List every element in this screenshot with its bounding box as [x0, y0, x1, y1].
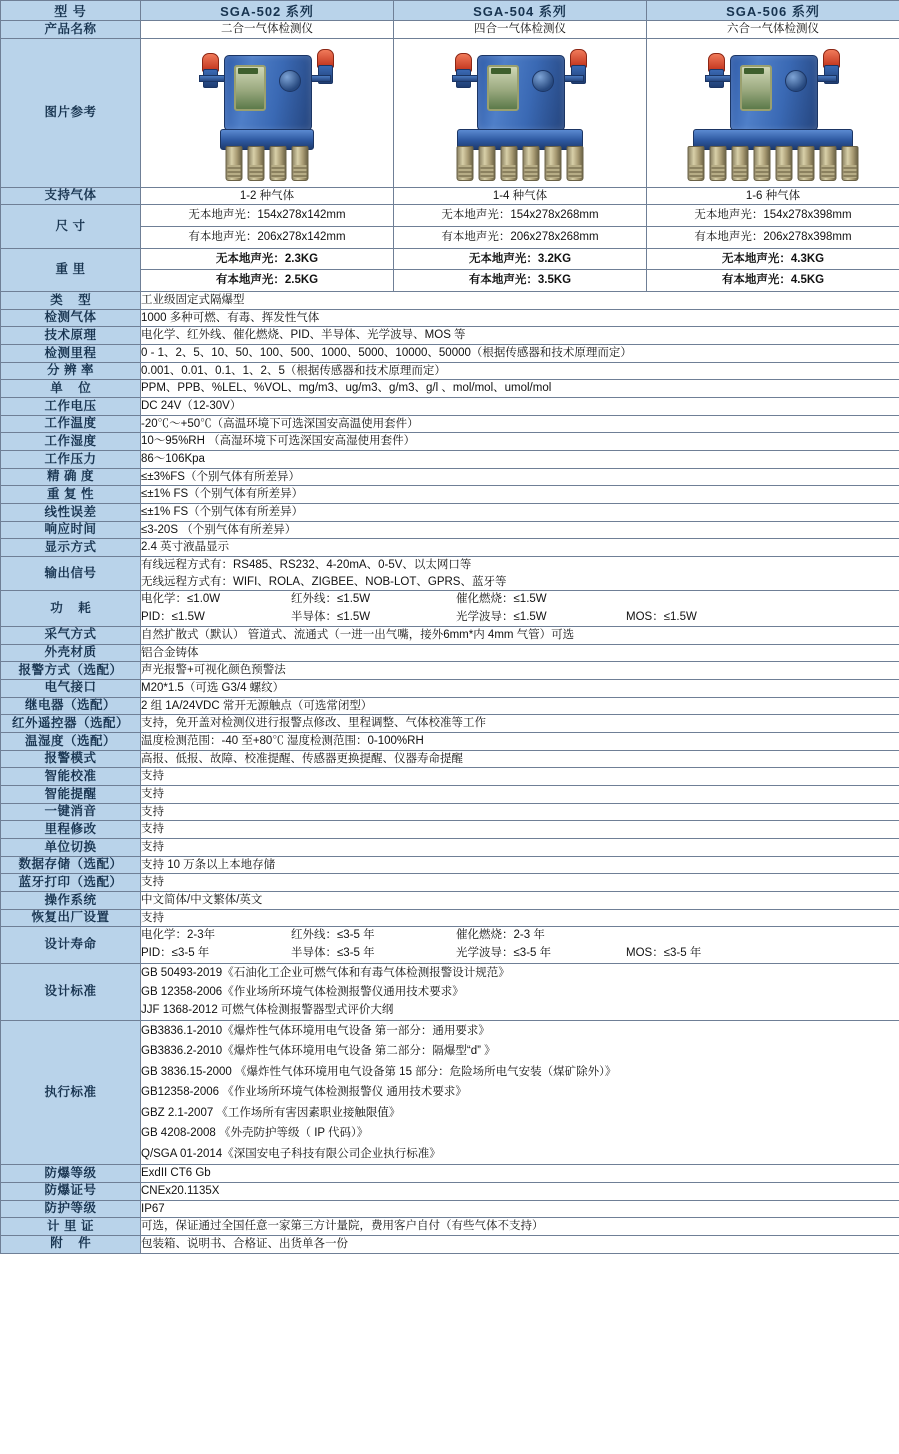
- table-row-factory-reset: [1, 909, 899, 927]
- table-row-bt-print-opt: [1, 874, 899, 892]
- row-label-accessories: 附 件: [1, 1235, 141, 1253]
- model-504: SGA-504 系列: [394, 1, 647, 21]
- shell-value: 铝合金铸体: [141, 644, 899, 662]
- life-infrared: 红外线：≤3-5 年: [291, 929, 375, 942]
- table-row-sampling: [1, 626, 899, 644]
- mount-arm: [452, 75, 480, 82]
- table-row-temp-humidity-opt: [1, 732, 899, 750]
- row-label-alarm-mode-opt: 报警方式（选配）: [1, 662, 141, 680]
- ex-grade-value: ExdII CT6 Gb: [141, 1165, 899, 1183]
- row-label-shell: 外壳材质: [1, 644, 141, 662]
- life-value: [141, 927, 899, 964]
- row-label-power: 功 耗: [1, 591, 141, 627]
- row-label-weight: 重 里: [1, 248, 141, 291]
- size-506-line2: 有本地声光：206x278x398mm: [647, 226, 899, 248]
- bt-print-opt-value: 支持: [141, 874, 899, 892]
- row-label-support-gas: 支持气体: [1, 187, 141, 205]
- life-pid: PID：≤3-5 年: [141, 947, 210, 960]
- execution-standard-line-2: GB3836.2-2010《爆炸性气体环境用电气设备 第二部分：隔爆型“d” 》: [141, 1045, 496, 1058]
- table-row-ex-cert: [1, 1182, 899, 1200]
- table-row-support-gas: [1, 187, 899, 205]
- weight-502-line1: 无本地声光：2.3KG: [215, 252, 319, 265]
- row-label-bt-print-opt: 蓝牙打印（选配）: [1, 874, 141, 892]
- table-row-accuracy: [1, 468, 899, 486]
- unit-value: PPM、PPB、%LEL、%VOL、mg/m3、ug/m3、g/m3、g/l 、mol/mol、umol/mol: [141, 380, 899, 398]
- product-name-506: 六合一气体检测仪: [647, 21, 899, 39]
- size-504: [394, 205, 647, 248]
- support-gas-504: 1-4 种气体: [394, 187, 647, 205]
- row-label-product-name: 产品名称: [1, 21, 141, 39]
- row-label-metrology-cert: 计 里 证: [1, 1218, 141, 1236]
- table-row-life: [1, 927, 899, 964]
- factory-reset-value: 支持: [141, 909, 899, 927]
- row-label-remote: 红外遥控器（选配）: [1, 715, 141, 733]
- table-row-resolution: [1, 362, 899, 380]
- row-label-os: 操作系统: [1, 892, 141, 910]
- table-row-relay: [1, 697, 899, 715]
- table-row-model: [1, 1, 899, 21]
- row-label-unit-switch: 单位切换: [1, 839, 141, 857]
- design-standard-line-3: JJF 1368-2012 可燃气体检测报警器型式评价大纲: [141, 1004, 394, 1017]
- table-row-execution-standard: [1, 1020, 899, 1164]
- smart-cal-value: 支持: [141, 768, 899, 786]
- life-mos: MOS：≤3-5 年: [626, 947, 702, 960]
- table-row-detect-gas: [1, 309, 899, 327]
- life-electrochemical: 电化学：2-3年: [141, 929, 216, 942]
- row-label-relay: 继电器（选配）: [1, 697, 141, 715]
- power-value: [141, 591, 899, 627]
- size-506-line1: 无本地声光：154x278x398mm: [694, 209, 852, 222]
- device-image-506: [647, 38, 899, 187]
- size-502-line1: 无本地声光：154x278x142mm: [188, 209, 346, 222]
- life-optical: 光学波导：≤3-5 年: [456, 947, 552, 960]
- row-label-smart-remind: 智能提醒: [1, 786, 141, 804]
- table-row-metrology-cert: [1, 1218, 899, 1236]
- row-label-voltage: 工作电压: [1, 398, 141, 416]
- output-line-wired: 有线远程方式有：RS485、RS232、4-20mA、0-5V、以太网口等: [141, 559, 472, 572]
- power-semiconductor: 半导体：≤1.5W: [291, 610, 371, 623]
- table-row-interface: [1, 679, 899, 697]
- row-label-sampling: 采气方式: [1, 626, 141, 644]
- row-label-repeatability: 重 复 性: [1, 486, 141, 504]
- os-value: 中文简体/中文繁体/英文: [141, 892, 899, 910]
- accessories-value: 包装箱、说明书、合格证、出货单各一份: [141, 1235, 899, 1253]
- output-line-wireless: 无线远程方式有：WIFI、ROLA、ZIGBEE、NOB-LOT、GPRS、蓝牙等: [141, 575, 507, 588]
- row-label-range-modify: 里程修改: [1, 821, 141, 839]
- execution-standard-line-3: GB 3836.15-2000 《爆炸性气体环境用电气设备第 15 部分：危险场所电气安装（煤矿除外）》: [141, 1065, 617, 1078]
- table-row-range-modify: [1, 821, 899, 839]
- table-row-alarm-mode-opt: [1, 662, 899, 680]
- row-label-detect-gas: 检测气体: [1, 309, 141, 327]
- table-row-ip-grade: [1, 1200, 899, 1218]
- device-image-502: [141, 38, 394, 187]
- weight-502-line2: 有本地声光：2.5KG: [141, 269, 393, 291]
- row-label-accuracy: 精 确 度: [1, 468, 141, 486]
- detect-gas-value: 1000 多种可燃、有毒、挥发性气体: [141, 309, 899, 327]
- remote-value: 支持，免开盖对检测仪进行报警点修改、里程调整、气体校准等工作: [141, 715, 899, 733]
- row-label-resolution: 分 辨 率: [1, 362, 141, 380]
- ex-cert-value: CNEx20.1135X: [141, 1182, 899, 1200]
- execution-standard-line-6: GB 4208-2008 《外壳防护等级（ IP 代码）》: [141, 1127, 369, 1140]
- alarm-mode-value: 高报、低报、故障、校准提醒、传感器更换提醒、仪器寿命提醒: [141, 750, 899, 768]
- sensor-probes: [226, 146, 309, 181]
- design-standard-line-2: GB 12358-2006《作业场所环境气体检测报警仪通用技术要求》: [141, 985, 464, 998]
- weight-506-line2: 有本地声光：4.5KG: [647, 269, 899, 291]
- product-name-502: 二合一气体检测仪: [141, 21, 394, 39]
- mount-arm: [705, 75, 733, 82]
- table-row-shell: [1, 644, 899, 662]
- one-key-mute-value: 支持: [141, 803, 899, 821]
- principle-value: 电化学、红外线、催化燃烧、PID、半导体、光学波导、MOS 等: [141, 327, 899, 345]
- display-value: 2.4 英寸液晶显示: [141, 539, 899, 557]
- product-name-504: 四合一气体检测仪: [394, 21, 647, 39]
- row-label-smart-cal: 智能校准: [1, 768, 141, 786]
- storage-opt-value: 支持 10 万条以上本地存储: [141, 856, 899, 874]
- execution-standard-value: [141, 1020, 899, 1164]
- table-row-weight: [1, 248, 899, 291]
- voltage-value: DC 24V（12-30V）: [141, 398, 899, 416]
- row-label-output: 输出信号: [1, 557, 141, 591]
- row-label-life: 设计寿命: [1, 927, 141, 964]
- model-502: SGA-502 系列: [141, 1, 394, 21]
- row-label-unit: 单 位: [1, 380, 141, 398]
- row-label-work-pressure: 工作压力: [1, 451, 141, 469]
- power-infrared: 红外线：≤1.5W: [291, 593, 371, 606]
- support-gas-502: 1-2 种气体: [141, 187, 394, 205]
- row-label-image: 图片参考: [1, 38, 141, 187]
- table-row-type: [1, 292, 899, 310]
- execution-standard-line-1: GB3836.1-2010《爆炸性气体环境用电气设备 第一部分：通用要求》: [141, 1024, 490, 1037]
- row-label-linearity: 线性误差: [1, 504, 141, 522]
- row-label-model: 型 号: [1, 1, 141, 21]
- table-row-voltage: [1, 398, 899, 416]
- life-row-2: [141, 945, 899, 963]
- output-value: [141, 557, 899, 591]
- table-row-principle: [1, 327, 899, 345]
- power-mos: MOS：≤1.5W: [626, 610, 697, 623]
- work-pressure-value: 86～106Kpa: [141, 451, 899, 469]
- row-label-temp-humidity-opt: 温湿度（选配）: [1, 732, 141, 750]
- weight-504: [394, 248, 647, 291]
- size-502: [141, 205, 394, 248]
- alarm-mode-opt-value: 声光报警+可视化颜色预警法: [141, 662, 899, 680]
- row-label-execution-standard: 执行标准: [1, 1020, 141, 1164]
- table-row-unit-switch: [1, 839, 899, 857]
- size-504-line2: 有本地声光：206x278x268mm: [394, 226, 646, 248]
- weight-504-line1: 无本地声光：3.2KG: [468, 252, 572, 265]
- detector-body: [730, 55, 818, 131]
- response-value: ≤3-20S （个别气体有所差异）: [141, 521, 899, 539]
- weight-504-line2: 有本地声光：3.5KG: [394, 269, 646, 291]
- table-row-work-temp: [1, 415, 899, 433]
- table-row-ex-grade: [1, 1165, 899, 1183]
- table-row-range: [1, 345, 899, 363]
- work-humidity-value: 10～95%RH （高湿环境下可选深国安高湿使用套件）: [141, 433, 899, 451]
- table-row-smart-remind: [1, 786, 899, 804]
- weight-506: [647, 248, 899, 291]
- range-value: 0 - 1、2、5、10、50、100、500、1000、5000、10000、50000（根据传感器和技术原理而定）: [141, 345, 899, 363]
- metrology-cert-value: 可选，保证通过全国任意一家第三方计量院，费用客户自付（有些气体不支持）: [141, 1218, 899, 1236]
- size-504-line1: 无本地声光：154x278x268mm: [441, 209, 599, 222]
- linearity-value: ≤±1% FS（个别气体有所差异）: [141, 504, 899, 522]
- row-label-principle: 技术原理: [1, 327, 141, 345]
- type-value: 工业级固定式隔爆型: [141, 292, 899, 310]
- table-row-work-pressure: [1, 451, 899, 469]
- table-row-linearity: [1, 504, 899, 522]
- table-row-image: [1, 38, 899, 187]
- table-row-one-key-mute: [1, 803, 899, 821]
- row-label-design-standard: 设计标准: [1, 964, 141, 1021]
- table-row-size: [1, 205, 899, 248]
- row-label-work-temp: 工作温度: [1, 415, 141, 433]
- life-catalytic: 催化燃烧：2-3 年: [456, 929, 545, 942]
- table-row-smart-cal: [1, 768, 899, 786]
- ip-grade-value: IP67: [141, 1200, 899, 1218]
- sensor-probes: [688, 146, 859, 181]
- power-row-2: [141, 609, 899, 626]
- table-row-display: [1, 539, 899, 557]
- sampling-value: 自然扩散式（默认） 管道式、流通式（一进一出气嘴，接外6mm*内 4mm 气管）可选: [141, 626, 899, 644]
- interface-value: M20*1.5（可选 G3/4 螺纹）: [141, 679, 899, 697]
- table-row-remote: [1, 715, 899, 733]
- design-standard-line-1: GB 50493-2019《石油化工企业可燃气体和有毒气体检测报警设计规范》: [141, 967, 510, 979]
- row-label-one-key-mute: 一键消音: [1, 803, 141, 821]
- life-row-1: [141, 927, 899, 945]
- smart-remind-value: 支持: [141, 786, 899, 804]
- weight-506-line1: 无本地声光：4.3KG: [721, 252, 825, 265]
- range-modify-value: 支持: [141, 821, 899, 839]
- power-catalytic: 催化燃烧：≤1.5W: [456, 593, 547, 606]
- power-electrochemical: 电化学：≤1.0W: [141, 593, 221, 606]
- execution-standard-line-4: GB12358-2006 《作业场所环境气体检测报警仪 通用技术要求》: [141, 1086, 467, 1099]
- table-row-accessories: [1, 1235, 899, 1253]
- sensor-probes: [457, 146, 584, 181]
- table-row-unit: [1, 380, 899, 398]
- row-label-work-humidity: 工作湿度: [1, 433, 141, 451]
- row-label-storage-opt: 数据存储（选配）: [1, 856, 141, 874]
- execution-standard-line-7: Q/SGA 01-2014《深国安电子科技有限公司企业执行标准》: [141, 1147, 441, 1160]
- table-row-power: [1, 591, 899, 627]
- unit-switch-value: 支持: [141, 839, 899, 857]
- table-row-repeatability: [1, 486, 899, 504]
- row-label-type: 类 型: [1, 292, 141, 310]
- weight-502: [141, 248, 394, 291]
- work-temp-value: -20℃～+50℃（高温环境下可选深国安高温使用套件）: [141, 415, 899, 433]
- row-label-response: 响应时间: [1, 521, 141, 539]
- life-semiconductor: 半导体：≤3-5 年: [291, 947, 375, 960]
- power-pid: PID：≤1.5W: [141, 610, 205, 623]
- table-row-os: [1, 892, 899, 910]
- row-label-ex-cert: 防爆证号: [1, 1182, 141, 1200]
- row-label-display: 显示方式: [1, 539, 141, 557]
- size-506: [647, 205, 899, 248]
- resolution-value: 0.001、0.01、0.1、1、2、5（根据传感器和技术原理而定）: [141, 362, 899, 380]
- model-506: SGA-506 系列: [647, 1, 899, 21]
- size-502-line2: 有本地声光：206x278x142mm: [141, 226, 393, 248]
- row-label-factory-reset: 恢复出厂设置: [1, 909, 141, 927]
- detector-body: [477, 55, 565, 131]
- row-label-range: 检测里程: [1, 345, 141, 363]
- support-gas-506: 1-6 种气体: [647, 187, 899, 205]
- detector-body: [224, 55, 312, 131]
- mount-arm: [199, 75, 227, 82]
- relay-value: 2 组 1A/24VDC 常开无源触点（可选常闭型）: [141, 697, 899, 715]
- table-row-design-standard: [1, 964, 899, 1021]
- row-label-alarm-mode: 报警模式: [1, 750, 141, 768]
- temp-humidity-opt-value: 温度检测范围：-40 至+80℃ 湿度检测范围：0-100%RH: [141, 732, 899, 750]
- row-label-ip-grade: 防护等级: [1, 1200, 141, 1218]
- row-label-interface: 电气接口: [1, 679, 141, 697]
- design-standard-value: [141, 964, 899, 1021]
- row-label-size: 尺 寸: [1, 205, 141, 248]
- device-image-504: [394, 38, 647, 187]
- execution-standard-line-5: GBZ 2.1-2007 《工作场所有害因素职业接触限值》: [141, 1106, 401, 1119]
- table-row-product-name: [1, 21, 899, 39]
- power-row-1: [141, 591, 899, 608]
- table-row-alarm-mode: [1, 750, 899, 768]
- table-row-storage-opt: [1, 856, 899, 874]
- power-optical: 光学波导：≤1.5W: [456, 610, 547, 623]
- accuracy-value: ≤±3%FS（个别气体有所差异）: [141, 468, 899, 486]
- table-row-output: [1, 557, 899, 591]
- repeatability-value: ≤±1% FS（个别气体有所差异）: [141, 486, 899, 504]
- table-row-response: [1, 521, 899, 539]
- table-row-work-humidity: [1, 433, 899, 451]
- row-label-ex-grade: 防爆等级: [1, 1165, 141, 1183]
